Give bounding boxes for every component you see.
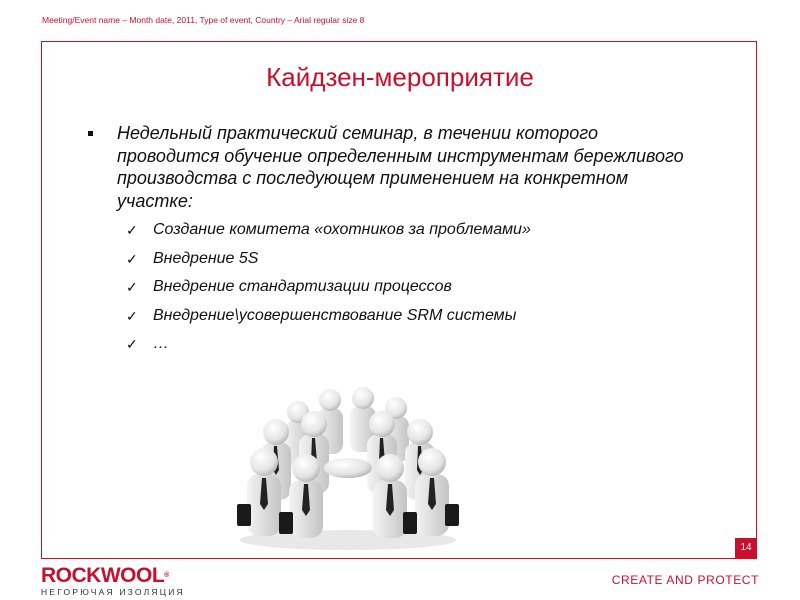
checklist	[88, 216, 688, 359]
main-bullet	[88, 122, 688, 212]
team-huddle-illustration	[233, 382, 463, 552]
checklist-item	[88, 216, 688, 245]
logo-subtitle: НЕГОРЮЧАЯ ИЗОЛЯЦИЯ	[41, 587, 185, 597]
checklist-item	[88, 245, 688, 274]
checklist-item	[88, 273, 688, 302]
checkmark-icon: ✓	[126, 279, 138, 295]
registered-mark: ®	[164, 572, 169, 579]
slide-content	[88, 122, 688, 359]
checkmark-icon: ✓	[126, 250, 138, 267]
main-bullet-text: Недельный практический семинар, в течении которого проводится обучение определенным инструментам бережливого производства с последующем применением на конкретном участке:	[117, 123, 684, 211]
checklist-item	[88, 302, 688, 331]
slide-title: Кайдзен-мероприятие	[266, 62, 534, 92]
page-number: 14	[735, 538, 757, 558]
event-meta-header: Meeting/Event name – Month date, 2011, Type of event, Country – Arial regular size 8	[42, 15, 365, 25]
brand-tagline: CREATE AND PROTECT	[611, 573, 759, 587]
checklist-item-text: Внедрение стандартизации процессов	[153, 278, 452, 295]
checklist-item-text: …	[153, 335, 169, 352]
logo-wordmark-text: ROCKWOOL	[41, 564, 165, 587]
checklist-item-text: Создание комитета «охотников за проблемами»	[153, 221, 531, 238]
rockwool-logo	[41, 566, 185, 598]
checkmark-icon: ✓	[126, 336, 138, 352]
checklist-item-text: Внедрение\усовершенствование SRM системы	[153, 306, 517, 324]
square-bullet-icon	[88, 131, 93, 136]
checkmark-icon: ✓	[126, 222, 138, 238]
checkmark-icon: ✓	[126, 307, 138, 324]
logo-wordmark	[41, 566, 185, 586]
checklist-item	[88, 330, 688, 359]
checklist-item-text: Внедрение 5S	[153, 249, 259, 267]
